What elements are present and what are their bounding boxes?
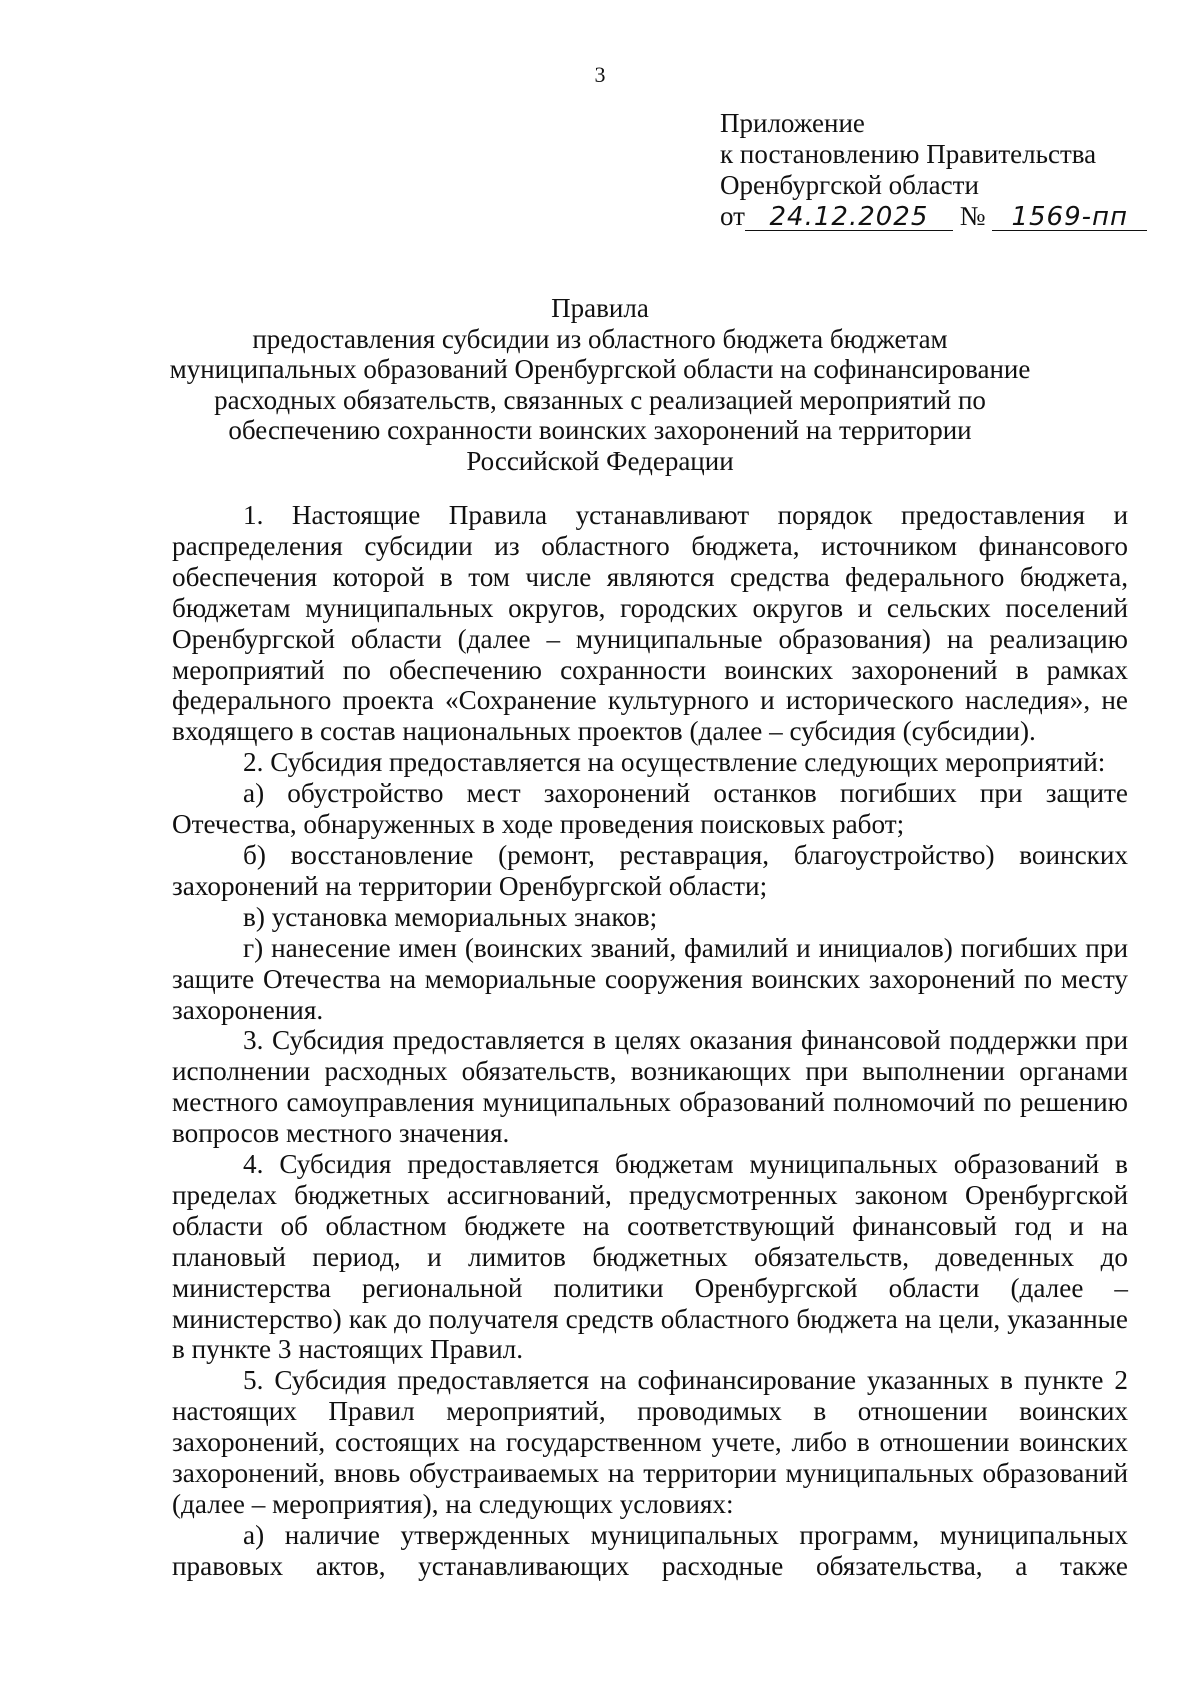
title-heading: Правила — [551, 293, 649, 323]
paragraph-2a: а) обустройство мест захоронений останков погибших при защите Отечества, обнаруженных в ходе проведения поисковых работ; — [172, 778, 1128, 840]
handwritten-date: 24.12.2025 — [745, 204, 953, 231]
title-line-4: обеспечению сохранности воинских захоронений на территории — [228, 415, 972, 445]
appendix-date-line — [720, 201, 1147, 232]
number-label: № — [959, 201, 986, 231]
appendix-line-3: Оренбургской области — [720, 170, 979, 200]
paragraph-5a: а) наличие утвержденных муниципальных программ, муниципальных правовых актов, устанавливающих расходные обязательства, а также — [172, 1519, 1128, 1581]
paragraph-4: 4. Субсидия предоставляется бюджетам муниципальных образований в пределах бюджетных ассигнований, предусмотренных законом Оренбургской области об областном бюджете на соответствующий финансовый год и на плановый период, и лимитов бюджетных обязательств, доведенных до министерства региональной политики Оренбургской области (далее – министерство) как до получателя средств областного бюджета на цели, указанные в пункте 3 настоящих Правил. — [172, 1149, 1128, 1365]
paragraph-5: 5. Субсидия предоставляется на софинансирование указанных в пункте 2 настоящих Правил мероприятий, проводимых в отношении воинских захоронений, состоящих на государственном учете, либо в отношении воинских захоронений, вновь обустраиваемых на территории муниципальных образований (далее – мероприятия), на следующих условиях: — [172, 1365, 1128, 1519]
title-line-5: Российской Федерации — [466, 445, 734, 476]
appendix-line-1: Приложение — [720, 108, 865, 138]
page-number: 3 — [594, 62, 606, 87]
document-body — [172, 500, 1128, 1582]
title-line-3: расходных обязательств, связанных с реализацией мероприятий по — [214, 384, 986, 415]
title-line-1: предоставления субсидии из областного бюджета бюджетам — [252, 323, 948, 354]
paragraph-2: 2. Субсидия предоставляется на осуществление следующих мероприятий: — [243, 747, 1106, 778]
document-title — [160, 293, 1040, 476]
handwritten-number: 1569-пп — [992, 204, 1147, 231]
title-line-2: муниципальных образований Оренбургской области на софинансирование — [169, 354, 1031, 384]
from-label: от — [720, 201, 745, 231]
paragraph-2b: б) восстановление (ремонт, реставрация, благоустройство) воинских захоронений на территории Оренбургской области; — [172, 839, 1128, 901]
appendix-line-2: к постановлению Правительства — [720, 139, 1097, 169]
paragraph-1: 1. Настоящие Правила устанавливают порядок предоставления и распределения субсидии из областного бюджета, источником финансового обеспечения которой в том числе являются средства федерального бюджета, бюджетам муниципальных округов, городских округов и сельских поселений Оренбургской области (далее – муниципальные образования) на реализацию мероприятий по обеспечению сохранности воинских захоронений в рамках федерального проекта «Сохранение культурного и исторического наследия», не входящего в состав национальных проектов (далее – субсидия (субсидии). — [172, 500, 1128, 747]
paragraph-2c: в) установка мемориальных знаков; — [243, 901, 658, 932]
paragraph-2d: г) нанесение имен (воинских званий, фамилий и инициалов) погибших при защите Отечества на мемориальные сооружения воинских захоронений по месту захоронения. — [172, 932, 1128, 1025]
paragraph-3: 3. Субсидия предоставляется в целях оказания финансовой поддержки при исполнении расходных обязательств, возникающих при выполнении органами местного самоуправления муниципальных образований полномочий по решению вопросов местного значения. — [172, 1025, 1128, 1149]
appendix-block — [720, 108, 1147, 232]
